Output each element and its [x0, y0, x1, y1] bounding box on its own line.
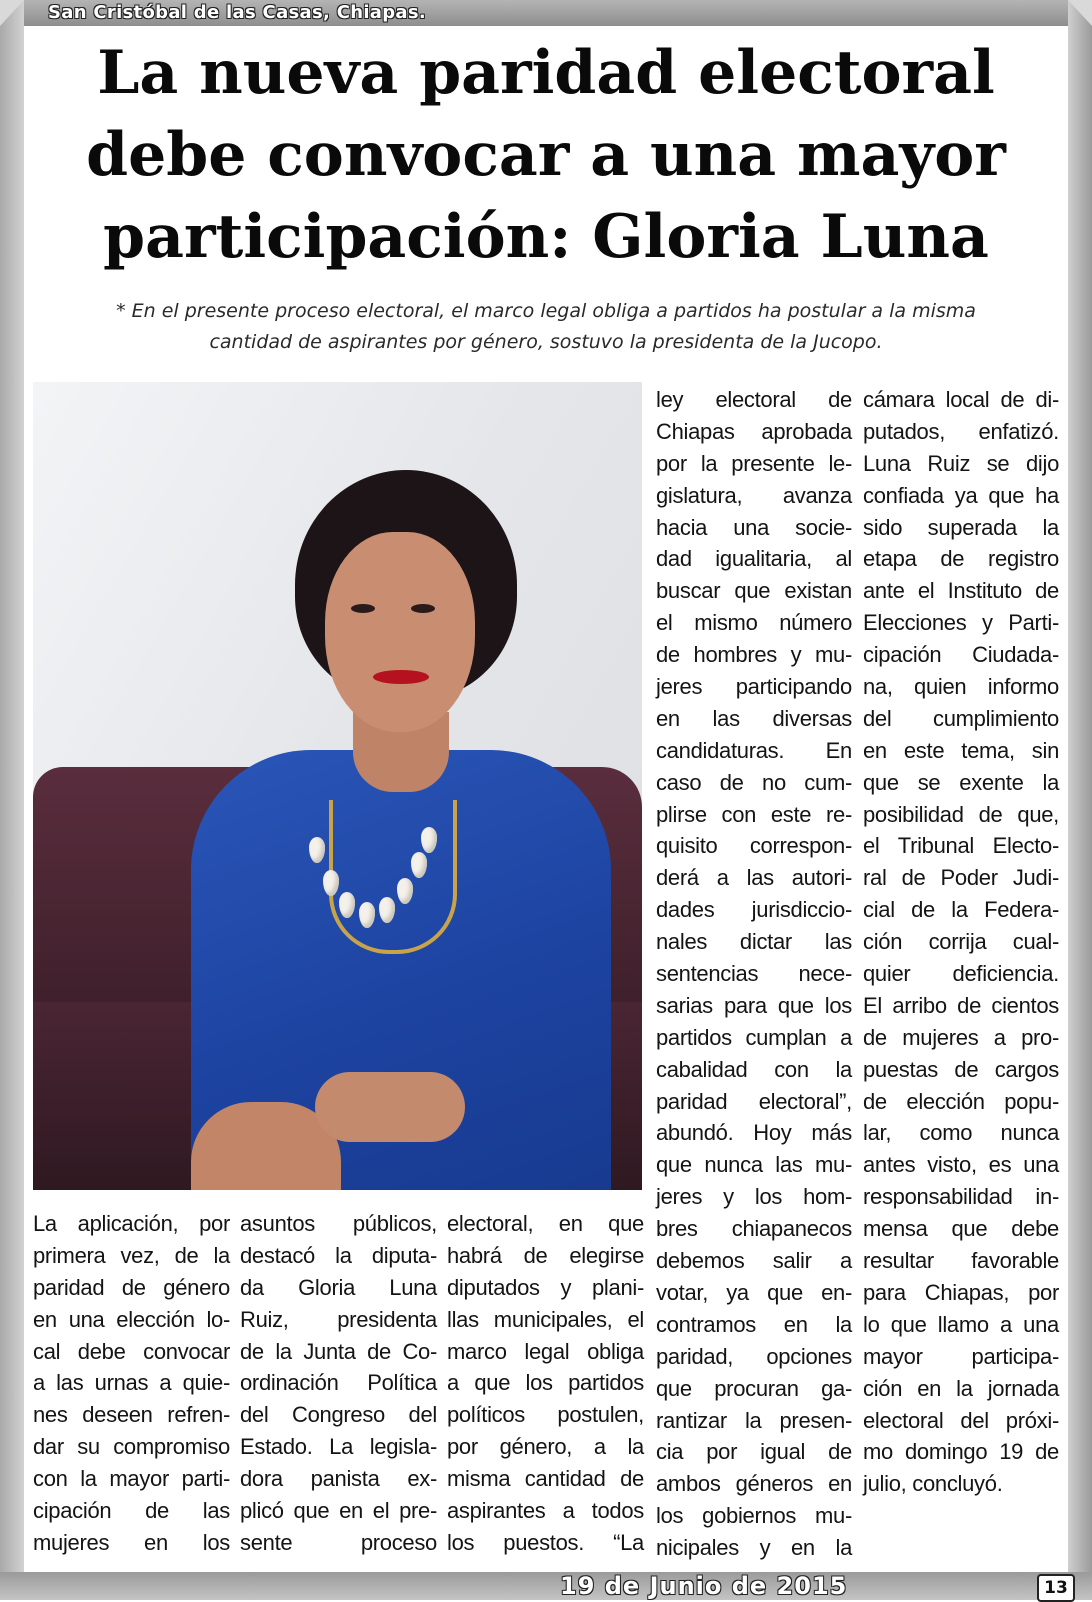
location-label: San Cristóbal de las Casas, Chiapas. [48, 2, 427, 23]
subtitle-line: * En el presente proceso electoral, el marco legal obliga a partidos ha postular a la misma [116, 300, 976, 322]
article-line: cia por igual de [656, 1439, 852, 1465]
article-line: de mujeres a pro- [863, 1024, 1059, 1050]
article-line: quier deficiencia. [863, 961, 1059, 987]
article-line: ción en la jornada [863, 1375, 1059, 1401]
article-line: dora panista ex- [240, 1466, 437, 1492]
article-line: Chiapas aprobada [656, 418, 852, 444]
article-column-3 [447, 1208, 644, 1559]
article-line: El arribo de cientos [863, 992, 1059, 1018]
article-column-5 [863, 384, 1059, 1500]
article-line: confiada ya que ha [863, 482, 1059, 508]
page-frame-bottom [0, 1572, 1092, 1600]
article-line: habrá de elegirse [447, 1242, 644, 1268]
photo-lips [373, 670, 429, 684]
article-line: misma cantidad de [447, 1466, 644, 1492]
article-line: ción corrija cual- [863, 929, 1059, 955]
article-column-2 [240, 1208, 437, 1559]
article-line: el mismo número [656, 610, 852, 636]
article-column-1 [33, 1208, 230, 1559]
article-line: caso de no cum- [656, 769, 852, 795]
article-line: mujeres en los [33, 1529, 230, 1555]
article-line: contramos en la [656, 1311, 852, 1337]
article-line: mensa que debe [863, 1216, 1059, 1242]
article-line: cal debe convocar [33, 1338, 230, 1364]
article-line: paridad, opciones [656, 1343, 852, 1369]
article-line: La aplicación, por [33, 1211, 230, 1236]
article-line: dad igualitaria, al [656, 546, 852, 572]
article-line: en una elección lo- [33, 1306, 230, 1332]
article-line: del cumplimiento [863, 705, 1059, 731]
portrait-photo [33, 382, 642, 1190]
article-line: jeres participando [656, 674, 852, 700]
subtitle-line: cantidad de aspirantes por género, sostuvo la presidenta de la Jucopo. [209, 331, 883, 353]
article-line: mo domingo 19 de [863, 1439, 1059, 1465]
article-column-4 [656, 384, 852, 1564]
article-line: etapa de registro [863, 546, 1059, 572]
article-line: ordinación Política [240, 1370, 437, 1396]
page-frame-left [0, 0, 24, 1600]
issue-date: 19 de Junio de 2015 [560, 1572, 848, 1600]
article-line: abundó. Hoy más [656, 1120, 852, 1146]
article-line: ley electoral de [656, 387, 852, 412]
article-line: nes deseen refren- [33, 1402, 230, 1428]
article-line: da Gloria Luna [240, 1274, 437, 1300]
article-line: de la Junta de Co- [240, 1338, 437, 1364]
article-line: de hombres y mu- [656, 642, 852, 668]
headline-line: debe convocar a una mayor [86, 120, 1006, 190]
article-line: julio, concluyó. [863, 1471, 1003, 1497]
article-line: diputados y plani- [447, 1274, 644, 1300]
article-line: dar su compromiso [33, 1434, 230, 1460]
article-line: debemos salir a [656, 1248, 852, 1274]
article-line: el Tribunal Electo- [863, 833, 1059, 859]
article-line: responsabilidad in- [863, 1184, 1059, 1210]
article-line: cabalidad con la [656, 1056, 852, 1082]
article-line: ral de Poder Judi- [863, 865, 1059, 891]
article-line: asuntos públicos, [240, 1211, 437, 1236]
article-line: con la mayor parti- [33, 1466, 230, 1492]
article-line: primera vez, de la [33, 1242, 230, 1268]
headline-line: La nueva paridad electoral [97, 38, 995, 108]
headline [40, 32, 1052, 278]
article-line: sido superada la [863, 514, 1059, 540]
article-line: cipación Ciudada- [863, 642, 1059, 668]
article-line: que se exente la [863, 769, 1059, 795]
article-line: sente proceso [240, 1529, 437, 1555]
article-line: destacó la diputa- [240, 1242, 437, 1268]
article-line: buscar que existan [656, 578, 852, 604]
article-line: de elección popu- [863, 1088, 1059, 1114]
article-line: a que los partidos [447, 1370, 644, 1396]
article-line: rantizar la presen- [656, 1407, 852, 1433]
article-line: ante el Instituto de [863, 578, 1059, 604]
article-line: gislatura, avanza [656, 482, 852, 508]
article-line: votar, ya que en- [656, 1279, 852, 1305]
article-line: paridad electoral”, [656, 1088, 852, 1114]
article-line: lar, como nunca [863, 1120, 1059, 1146]
article-line: lo que llamo a una [863, 1311, 1059, 1337]
article-line: electoral, en que [447, 1211, 644, 1236]
article-line: para Chiapas, por [863, 1279, 1059, 1305]
article-line: en este tema, sin [863, 737, 1059, 763]
article-line: por la presente le- [656, 450, 852, 476]
photo-eye [411, 604, 435, 613]
article-line: nicipales y en la [656, 1535, 852, 1561]
article-line: puestas de cargos [863, 1056, 1059, 1082]
article-line: resultar favorable [863, 1248, 1059, 1274]
article-line: dades jurisdiccio- [656, 897, 852, 923]
photo-necklace [329, 800, 457, 954]
article-line: nales dictar las [656, 929, 852, 955]
article-line: los puestos. “La [447, 1529, 644, 1555]
article-line: cipación de las [33, 1498, 230, 1524]
article-line: paridad de género [33, 1274, 230, 1300]
article-line: del Congreso del [240, 1402, 437, 1428]
photo-eye [351, 604, 375, 613]
article-line: los gobiernos mu- [656, 1503, 852, 1529]
frame-corner-top-right [1068, 0, 1092, 26]
frame-corner-top-left [0, 0, 24, 26]
article-line: Luna Ruiz se dijo [863, 450, 1059, 476]
article-line: Estado. La legisla- [240, 1434, 437, 1460]
article-line: sarias para que los [656, 992, 852, 1018]
article-line: en las diversas [656, 705, 852, 731]
article-line: candidaturas. En [656, 737, 852, 763]
article-line: Elecciones y Parti- [863, 610, 1059, 636]
article-line: plirse con este re- [656, 801, 852, 827]
article-line: cámara local de di- [863, 387, 1059, 412]
headline-line: participación: Gloria Luna [103, 202, 989, 272]
article-line: que procuran ga- [656, 1375, 852, 1401]
photo-face [325, 532, 475, 732]
article-line: ambos géneros en [656, 1471, 852, 1497]
article-line: putados, enfatizó. [863, 418, 1059, 444]
page-frame-right [1068, 0, 1092, 1600]
article-line: jeres y los hom- [656, 1184, 852, 1210]
page-number: 13 [1037, 1574, 1075, 1602]
article-line: cial de la Federa- [863, 897, 1059, 923]
article-line: llas municipales, el [447, 1306, 644, 1332]
article-line: derá a las autori- [656, 865, 852, 891]
article-line: hacia una socie- [656, 514, 852, 540]
article-line: por género, a la [447, 1434, 644, 1460]
article-line: plicó que en el pre- [240, 1498, 437, 1524]
article-line: electoral del próxi- [863, 1407, 1059, 1433]
article-line: aspirantes a todos [447, 1498, 644, 1524]
article-line: marco legal obliga [447, 1338, 644, 1364]
photo-hands [315, 1072, 465, 1142]
subtitle [40, 296, 1052, 358]
article-line: partidos cumplan a [656, 1024, 852, 1050]
article-line: a las urnas a quie- [33, 1370, 230, 1396]
article-line: quisito correspon- [656, 833, 852, 859]
article-line: posibilidad de que, [863, 801, 1059, 827]
article-line: bres chiapanecos [656, 1216, 852, 1242]
article-line: na, quien informo [863, 674, 1059, 700]
article-line: políticos postulen, [447, 1402, 644, 1428]
article-line: sentencias nece- [656, 961, 852, 987]
article-line: que nunca las mu- [656, 1152, 852, 1178]
article-line: Ruiz, presidenta [240, 1306, 437, 1332]
article-line: antes visto, es una [863, 1152, 1059, 1178]
article-line: mayor participa- [863, 1343, 1059, 1369]
